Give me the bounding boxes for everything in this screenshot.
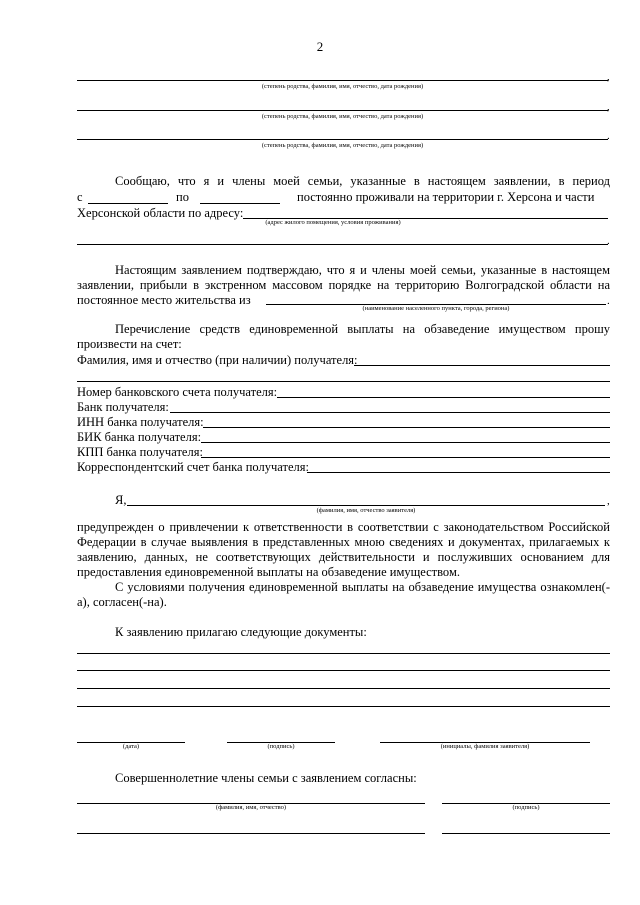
adult-signature-field-2[interactable] [442,833,610,834]
relative-field-2[interactable] [77,110,608,111]
attachments-field-3[interactable] [77,688,610,689]
kpp-field[interactable] [201,457,610,458]
period-from-field[interactable] [88,203,168,204]
relative-field-3[interactable] [77,139,608,140]
conditions-agreement: С условиями получения единовременной выплаты на обзаведение имущества ознакомлен(-а), согласен(-на). [77,580,610,609]
corr-account-field[interactable] [307,472,610,473]
payment-intro: Перечисление средств единовременной выплаты на обзаведение имуществом прошу произвести на счет: [77,322,610,351]
inn-label: ИНН банка получателя: [77,415,204,429]
comma: , [607,71,610,83]
applicant-fio-caption: (фамилия, имя, отчество заявителя) [316,507,416,514]
attachments-field-4[interactable] [77,706,610,707]
comma: , [607,101,610,113]
adult-signature-caption: (подпись) [512,804,540,811]
attachments-label: К заявлению прилагаю следующие документы: [115,625,367,639]
period: . [607,235,610,247]
responsibility-warning: предупрежден о привлечении к ответственности в соответствии с законодательством Российской Федерации в случае выявления в представленных мною сведениях и документах, прилагаемых к заявлению, данных, не соответствующих действительности и послуживших основанием для предоставления единовременной выплаты на обзаведение имуществом. [77,520,610,579]
arrival-paragraph: Настоящим заявлением подтверждаю, что я и члены моей семьи, указанные в настоящем заявлении, прибыли в экстренном массовом порядке на территорию Волгоградской области на постоянное место жительства из [77,263,610,307]
address-caption: (адрес жилого помещения, условия проживания) [265,219,401,226]
ya-label: Я, [115,493,127,507]
period-to-field[interactable] [200,203,280,204]
attachments-field-2[interactable] [77,670,610,671]
inn-field[interactable] [203,427,610,428]
signature-caption: (подпись) [267,743,295,750]
bik-field[interactable] [201,442,610,443]
stay-paragraph-line-1: Сообщаю, что я и члены моей семьи, указанные в настоящем заявлении, в период [115,174,610,188]
recipient-fio-label: Фамилия, имя и отчество (при наличии) получателя: [77,353,358,367]
applicant-fio-field[interactable] [127,505,605,506]
lived-text: постоянно проживали на территории г. Херсона и части [297,190,595,204]
adult-fio-caption: (фамилия, имя, отчество) [215,804,287,811]
recipient-fio-field-continued[interactable] [77,381,610,382]
region-label: Херсонской области по адресу: [77,206,244,220]
period-to-label: по [176,190,189,204]
page-number: 2 [316,39,324,54]
account-number-label: Номер банковского счета получателя: [77,385,278,399]
adults-consent-label: Совершеннолетние члены семьи с заявлением согласны: [115,771,417,785]
attachments-field-1[interactable] [77,653,610,654]
relative-caption-3: (степень родства, фамилия, имя, отчество, дата рождения) [261,142,424,149]
account-number-field[interactable] [277,397,610,398]
adult-fio-field-2[interactable] [77,833,425,834]
period-from-label: с [77,190,83,204]
kpp-label: КПП банка получателя: [77,445,203,459]
arrival-origin-caption: (наименование населенного пункта, города, региона) [362,305,510,312]
bank-field[interactable] [170,412,610,413]
comma: , [607,495,610,507]
corr-account-label: Корреспондентский счет банка получателя: [77,460,309,474]
period: . [607,295,610,307]
relative-caption-2: (степень родства, фамилия, имя, отчество, дата рождения) [261,113,424,120]
date-caption: (дата) [122,743,140,750]
relative-field-1[interactable] [77,80,608,81]
recipient-fio-field[interactable] [354,365,610,366]
applicant-name-caption: (инициалы, фамилия заявителя) [440,743,530,750]
address-field-continued[interactable] [77,244,608,245]
bik-label: БИК банка получателя: [77,430,202,444]
bank-label: Банк получателя: [77,400,169,414]
period: . [607,130,610,142]
relative-caption-1: (степень родства, фамилия, имя, отчество, дата рождения) [261,83,424,90]
